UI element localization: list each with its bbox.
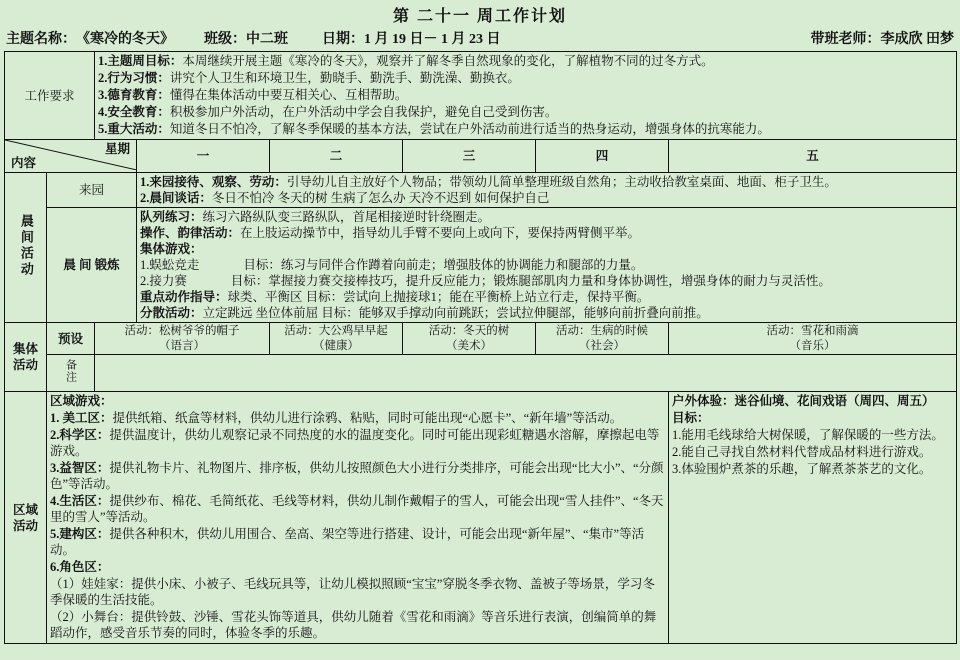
table-row-weekday-header <box>5 140 957 173</box>
requirement-lead: 5.重大活动： <box>98 122 170 136</box>
group-activity-4 <box>536 323 669 355</box>
content-word: 内容 <box>11 156 37 170</box>
group-activity-5 <box>669 323 957 355</box>
zone-item <box>50 427 665 459</box>
zone-lead: （1）娃娃家： <box>50 577 132 592</box>
outdoor-goal: 2.能自己寻找自然材料代替成品材料进行游戏。 <box>672 445 932 460</box>
requirement-text: 本周继续开展主题《寒冷的冬天》，观察并了解冬季自然现象的变化，了解植物不同的过冬方式。 <box>182 54 714 68</box>
exercise-text: 目标：掌握接力赛交接棒技巧，提升反应能力；锻炼腿部肌肉力量和身体协调性，增强身体的耐力与灵活性。 <box>230 274 831 288</box>
requirement-lead: 2.行为习惯： <box>98 71 170 85</box>
weekday-col-2: 二 <box>270 140 403 173</box>
outdoor-goal: 3.体验围炉煮茶的乐趣，了解煮茶茶艺的文化。 <box>672 462 932 477</box>
exercise-lead: 操作、韵律活动： <box>140 226 241 240</box>
requirement-item <box>98 53 953 69</box>
exercise-line <box>140 257 953 273</box>
table-row-zone <box>5 392 957 644</box>
theme-label: 主题名称： <box>6 32 76 47</box>
exercise-line <box>140 209 953 225</box>
requirement-text: 积极参加户外活动，在户外活动中学会自我保护，避免自己受到伤害。 <box>169 105 558 119</box>
exercise-line <box>140 289 953 305</box>
table-row-group-note <box>5 355 957 392</box>
exercise-label: 晨 间 锻炼 <box>47 208 137 323</box>
exercise-line <box>140 225 953 241</box>
exercise-line <box>140 241 953 257</box>
exercise-lead: 队列练习： <box>140 210 203 224</box>
zone-lead: 1. 美工区： <box>50 411 113 426</box>
group-activity-1 <box>95 323 270 355</box>
exercise-line <box>140 305 953 321</box>
activity-domain: （健康） <box>313 339 360 352</box>
requirement-text: 知道冬日不怕冷，了解冬季保暖的基本方法，尝试在户外活动前进行适当的热身运动，增强身体的抗寒能力。 <box>169 122 770 136</box>
zone-text: 提供各种积木，供幼儿用围合、垒高、架空等进行搭建、设计，可能会出现“新年屋”、“集市”等活动。 <box>50 527 645 558</box>
group-preset-label: 预设 <box>47 323 95 355</box>
table-row-requirements <box>5 52 957 140</box>
arrival-text: 引导幼儿自主放好个人物品；带领幼儿简单整理班级自然角；主动收拾教室桌面、地面、柜子卫生。 <box>286 175 837 189</box>
arrival-label: 来园 <box>47 173 137 208</box>
arrival-lead: 2.晨间谈话： <box>140 191 212 205</box>
zone-lead: 5.建构区： <box>50 527 110 542</box>
zone-item <box>50 609 665 641</box>
class-value: 中二班 <box>246 32 288 47</box>
zone-text: 提供铃鼓、沙锤、雪花头饰等道具，供幼儿随着《雪花和雨滴》等音乐进行表演，创编简单的舞蹈动作，感受音乐节奏的同时，体验冬季的乐趣。 <box>50 610 657 641</box>
requirement-item <box>98 121 953 137</box>
group-activity-2 <box>270 323 403 355</box>
page-title: 第 二十一 周工作计划 <box>392 8 567 25</box>
group-section-label: 集体活动 <box>5 323 47 392</box>
activity-name: 活动：冬天的树 <box>428 325 510 337</box>
weekday-col-4: 四 <box>536 140 669 173</box>
date-label: 日期： <box>322 32 364 47</box>
zone-heading: 区域游戏： <box>50 394 113 409</box>
requirement-text: 讲究个人卫生和环境卫生，勤晓手、勤洗手、勤洗澡、勤换衣。 <box>169 71 520 85</box>
exercise-lead: 重点动作指导： <box>140 290 228 304</box>
requirement-lead: 4.安全教育： <box>98 105 170 119</box>
exercise-line <box>140 273 953 289</box>
exercise-lead: 1.蜈蚣竞走 <box>140 258 200 272</box>
zone-text: 提供温度计，供幼儿观察记录不同热度的水的温度变化。同时可能出现彩虹糖遇水溶解，摩擦起电等游戏。 <box>50 428 660 459</box>
zone-text: 提供礼物卡片、礼物图片、排序板，供幼儿按照颜色大小进行分类排序，可能会出现“比大小”、“分颜色”等活动。 <box>50 461 664 492</box>
header-info <box>4 28 956 51</box>
arrival-lead: 1.来园接待、观察、劳动： <box>140 175 287 189</box>
exercise-lead: 分散活动： <box>140 306 203 320</box>
table-row-arrival <box>5 173 957 208</box>
zone-text: 提供纱布、棉花、毛简纸花、毛线等材料，供幼儿制作戴帽子的雪人，可能会出现“雪人挂件”、“冬天里的雪人”等活动。 <box>50 494 664 525</box>
outdoor-goal-label: 目标： <box>672 411 710 426</box>
activity-name: 活动：松树爷爷的帽子 <box>124 325 240 337</box>
zone-text: 提供纸箱、纸盒等材料，供幼儿进行涂鸦、粘贴，同时可能出现“心愿卡”、“新年墙”等活动。 <box>112 411 623 426</box>
weekday-col-1: 一 <box>137 140 270 173</box>
requirements-label: 工作要求 <box>5 52 95 140</box>
arrival-text: 冬日不怕冷 冬天的树 生病了怎么办 天冷不迟到 如何保护自己 <box>211 191 550 205</box>
morning-section-label: 晨间活动 <box>5 173 47 323</box>
weekday-col-5: 五 <box>669 140 957 173</box>
zone-content <box>47 392 669 644</box>
theme-value: 《寒冷的冬天》 <box>76 32 174 47</box>
requirement-item <box>98 87 953 103</box>
activity-name: 活动：生病的时候 <box>556 325 649 337</box>
weekday-col-3: 三 <box>403 140 536 173</box>
weekday-content-corner <box>5 140 137 173</box>
zone-lead: 2.科学区： <box>50 428 110 443</box>
outdoor-content <box>669 392 957 644</box>
requirements-content <box>95 52 957 140</box>
outdoor-heading: 户外体验：迷谷仙境、花间戏语（周四、周五） <box>672 394 935 409</box>
requirement-item <box>98 70 953 86</box>
activity-domain: （社会） <box>579 339 626 352</box>
zone-lead: 6.角色区： <box>50 560 110 575</box>
zone-lead: 3.益智区： <box>50 461 110 476</box>
exercise-text: 立定跳远 坐位体前屈 目标：能够双手撑动向前跳跃；尝试拉伸腿部，能够向前折叠向前推。 <box>202 306 709 320</box>
group-note-label: 备注 <box>47 355 95 392</box>
weekday-word: 星期 <box>105 142 131 156</box>
zone-item <box>50 576 665 608</box>
table-row-group-preset <box>5 323 957 355</box>
exercise-content <box>137 208 957 323</box>
zone-item <box>50 559 665 575</box>
arrival-content <box>137 173 957 208</box>
activity-domain: （美术） <box>446 339 493 352</box>
zone-lead: （2）小舞台： <box>50 610 132 625</box>
exercise-text: 球类、平衡区 目标：尝试向上抛接球1；能在平衡桥上站立行走，保持平衡。 <box>227 290 650 304</box>
zone-section-label: 区域活动 <box>5 392 47 644</box>
zone-text: 提供小床、小被子、毛线玩具等，让幼儿模拟照顾“宝宝”穿脱冬季衣物、盖被子等场景，学习冬季保暖的生活技能。 <box>50 577 655 608</box>
zone-lead: 4.生活区： <box>50 494 110 509</box>
group-note-content <box>95 355 957 392</box>
teacher-value: 李成欣 田梦 <box>880 32 954 47</box>
group-activity-3 <box>403 323 536 355</box>
plan-table <box>4 51 957 644</box>
table-row-morning-exercise <box>5 208 957 323</box>
activity-name: 活动：大公鸡早早起 <box>284 325 388 337</box>
zone-item <box>50 493 665 525</box>
zone-item <box>50 410 665 426</box>
exercise-text: 在上肢运动操节中，指导幼儿手臂不要向上或向下，要保持两臂侧平举。 <box>240 226 641 240</box>
exercise-lead: 集体游戏： <box>140 242 203 256</box>
arrival-line <box>140 190 953 206</box>
activity-domain: （语言） <box>159 339 206 352</box>
requirement-item <box>98 104 953 120</box>
zone-item <box>50 526 665 558</box>
requirement-lead: 1.主题周目标： <box>98 54 183 68</box>
arrival-line <box>140 174 953 190</box>
teacher-label: 带班老师： <box>810 32 881 47</box>
outdoor-goal: 1.能用毛线球给大树保暖，了解保暖的一些方法。 <box>672 428 944 443</box>
date-value: 1 月 19 日－ 1 月 23 日 <box>364 32 501 47</box>
requirement-text: 懂得在集体活动中要互相关心、互相帮助。 <box>169 88 408 102</box>
zone-item <box>50 460 665 492</box>
exercise-lead: 2.接力赛 <box>140 274 187 288</box>
activity-domain: （音乐） <box>789 339 836 352</box>
requirement-lead: 3.德育教育： <box>98 88 170 102</box>
exercise-text: 目标：练习与同伴合作蹲着向前走；增强肢体的协调能力和腿部的力量。 <box>243 258 644 272</box>
exercise-text: 练习六路纵队变三路纵队，首尾相接逆时针绕圈走。 <box>202 210 491 224</box>
class-label: 班级： <box>204 32 246 47</box>
activity-name: 活动：雪花和雨滴 <box>766 325 859 337</box>
